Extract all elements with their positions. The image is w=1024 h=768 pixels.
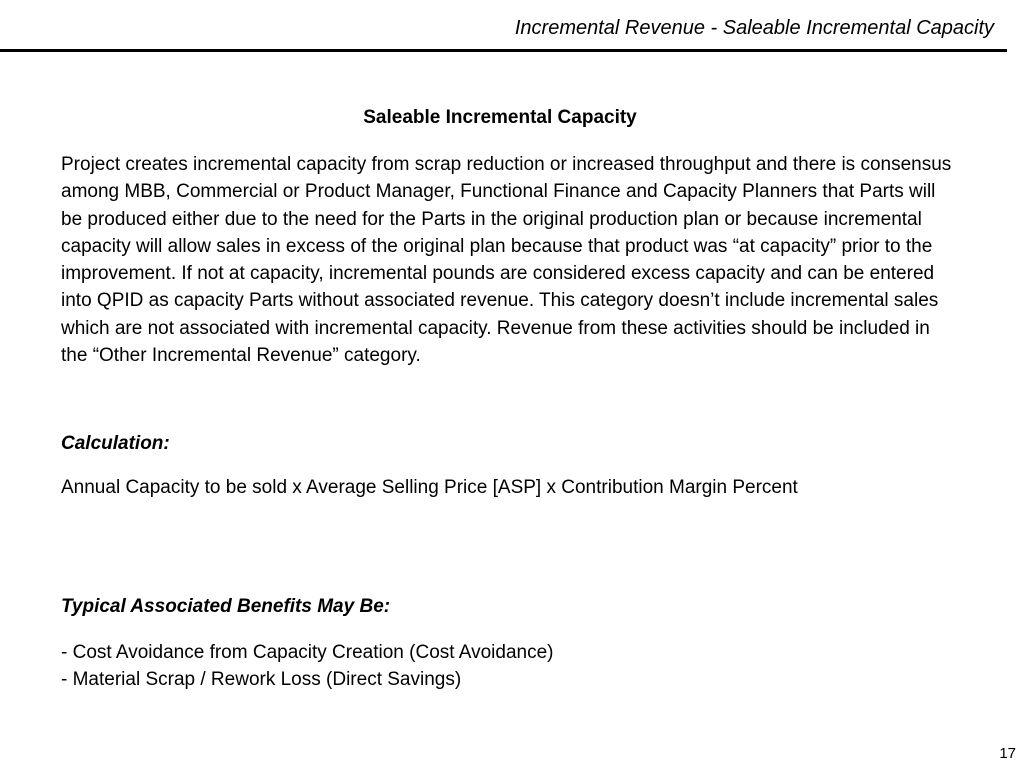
slide-title: Incremental Revenue - Saleable Incremental Capacity xyxy=(514,17,994,39)
benefits-heading: Typical Associated Benefits May Be: xyxy=(61,596,391,617)
benefit-item: - Cost Avoidance from Capacity Creation (Cost Avoidance) xyxy=(61,642,554,663)
header-divider xyxy=(0,49,1007,52)
calculation-formula: Annual Capacity to be sold x Average Selling Price [ASP] x Contribution Margin Percent xyxy=(61,477,798,498)
page-number: 17 xyxy=(999,745,1016,762)
section-body-paragraph: Project creates incremental capacity from scrap reduction or increased throughput and there is consensus among MBB, Commercial or Product Manager, Functional Finance and Capacity Planners that Parts will be produced either due to the need for the Parts in the original production plan or because incremental capacity will allow sales in excess of the original plan because that product was “at capacity” prior to the improvement. If not at capacity, incremental pounds are considered excess capacity and can be entered into QPID as capacity Parts without associated revenue. This category doesn’t include incremental sales which are not associated with incremental capacity. Revenue from these activities should be included in the “Other Incremental Revenue” category. xyxy=(61,154,952,367)
section-heading: Saleable Incremental Capacity xyxy=(363,107,637,128)
benefit-item: - Material Scrap / Rework Loss (Direct Savings) xyxy=(61,669,462,690)
calculation-heading: Calculation: xyxy=(61,433,170,454)
benefits-list xyxy=(61,639,553,693)
